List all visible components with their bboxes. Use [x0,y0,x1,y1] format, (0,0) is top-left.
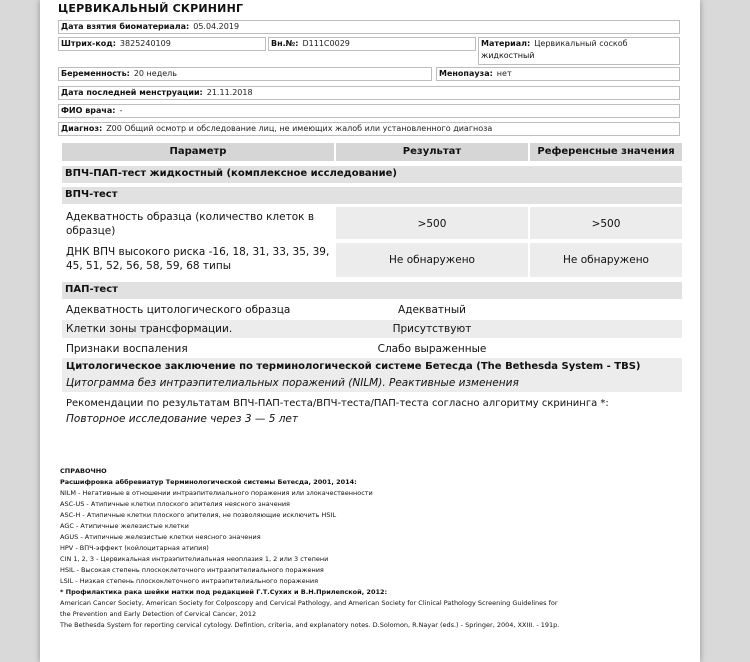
reference-line: HPV - ВПЧ-эффект (койлоцитарная атипия) [60,544,209,552]
last-menstruation-field [58,86,680,100]
reference-line: CIN 1, 2, 3 - Цервикальная интраэпителиальная неоплазия 1, 2 или 3 степени [60,555,329,563]
inflammation-label: Признаки воспаления [66,343,188,355]
column-header-reference: Референсные значения [530,143,682,161]
adequacy-label-line-1: Адекватность образца (количество клеток в [66,211,315,223]
reference-line: NILM - Негативные в отношении интраэпителиального поражения или злокачественности [60,489,373,497]
report-page [40,0,700,662]
sampling-date-field [58,20,680,34]
section-pap-test: ПАП-тест [62,282,682,299]
barcode-field [58,37,266,51]
conclusion-text: Цитограмма без интраэпителиальных поражений (NILM). Реактивные изменения [66,377,519,389]
column-header-result: Результат [336,143,528,161]
pregnancy-label: Беременность: [61,69,130,78]
section-hpv-test: ВПЧ-тест [62,187,682,204]
report-title: ЦЕРВИКАЛЬНЫЙ СКРИНИНГ [58,2,244,15]
barcode-label: Штрих-код: [61,39,116,48]
column-header-parameter: Параметр [62,143,334,161]
reference-line: ASC-H - Атипичные клетки плоского эпителия, не позволяющие исключить HSIL [60,511,337,519]
internal-number-value: D111C0029 [302,39,350,48]
menopause-field [436,67,680,81]
reference-subheading: Расшифровка аббревиатур Терминологической системы Бетесда, 2001, 2014: [60,478,357,486]
adequacy-label [66,210,334,238]
recommendation-label: Рекомендации по результатам ВПЧ-ПАП-теста/ВПЧ-теста/ПАП-теста согласно алгоритму скрининга *: [66,398,609,409]
doctor-field [58,104,680,118]
menopause-label: Менопауза: [439,69,493,78]
material-value-1: Цервикальный соскоб [534,39,628,48]
diagnosis-label: Диагноз: [61,124,103,133]
doctor-label: ФИО врача: [61,106,116,115]
reference-line: HSIL - Высокая степень плоскоклеточного интраэпителиального поражения [60,566,324,574]
section-hpv-pap-liquid: ВПЧ-ПАП-тест жидкостный (комплексное исследование) [62,166,682,183]
material-value-2: жидкостный [481,51,535,60]
conclusion-heading: Цитологическое заключение по терминологической системе Бетесда (The Bethesda System - TBS) [66,361,641,372]
transformation-zone-label: Клетки зоны трансформации. [66,323,233,335]
doctor-value: - [119,106,123,115]
reference-line: ASC-US - Атипичные клетки плоского эпителия неясного значения [60,500,290,508]
footnote-heading: * Профилактика рака шейки матки под редакцией Г.Т.Сухих и В.Н.Прилепской, 2012: [60,588,388,596]
reference-heading: СПРАВОЧНО [60,467,107,475]
transformation-zone-result: Присутствуют [392,323,472,335]
diagnosis-value: Z00 Общий осмотр и обследование лиц, не имеющих жалоб или установленного диагноза [106,124,493,133]
last-menstruation-value: 21.11.2018 [206,88,253,97]
pregnancy-value: 20 недель [133,69,177,78]
material-label: Материал: [481,39,531,48]
adequacy-result: >500 [417,218,447,230]
footnote-line: The Bethesda System for reporting cervical cytology. Defintion, criteria, and explanatory notes. D.Solomon, R.Nayar (eds.) - Springer, 2004, XXIII. - 191p. [60,621,560,629]
recommendation-text: Повторное исследование через 3 — 5 лет [66,413,299,425]
hpv-dna-reference: Не обнаружено [563,254,649,266]
internal-number-field [268,37,476,51]
cytology-adequacy-result: Адекватный [398,304,466,316]
reference-line: LSIL - Низкая степень плоскоклеточного интраэпителиального поражения [60,577,319,585]
last-menstruation-label: Дата последней менструации: [61,88,203,97]
sampling-date-value: 05.04.2019 [193,22,240,31]
adequacy-label-line-2: образце) [66,225,116,237]
cytology-adequacy-label: Адекватность цитологического образца [66,304,291,316]
footnote-line: American Cancer Society, American Society for Colposcopy and Cervical Pathology, and American Society for Clinical Pathology Screening Guidelines for [60,599,558,607]
hpv-dna-label-line-1: ДНК ВПЧ высокого риска -16, 18, 31, 33, 35, 39, [66,246,330,258]
material-field [478,37,680,65]
reference-line: AGC - Атипичные железистые клетки [60,522,189,530]
reference-line: AGUS - Атипичные железистые клетки неясного значения [60,533,261,541]
menopause-value: нет [496,69,512,78]
inflammation-result: Слабо выраженные [377,343,487,355]
sampling-date-label: Дата взятия биоматериала: [61,22,190,31]
footnote-line: the Prevention and Early Detection of Cervical Cancer, 2012 [60,610,257,618]
diagnosis-field [58,122,680,136]
hpv-dna-label-line-2: 45, 51, 52, 56, 58, 59, 68 типы [66,260,232,272]
adequacy-reference: >500 [591,218,621,230]
hpv-dna-label [66,245,334,273]
hpv-dna-result: Не обнаружено [389,254,475,266]
barcode-value: 3825240109 [119,39,171,48]
pregnancy-field [58,67,432,81]
internal-number-label: Вн.№: [271,39,299,48]
